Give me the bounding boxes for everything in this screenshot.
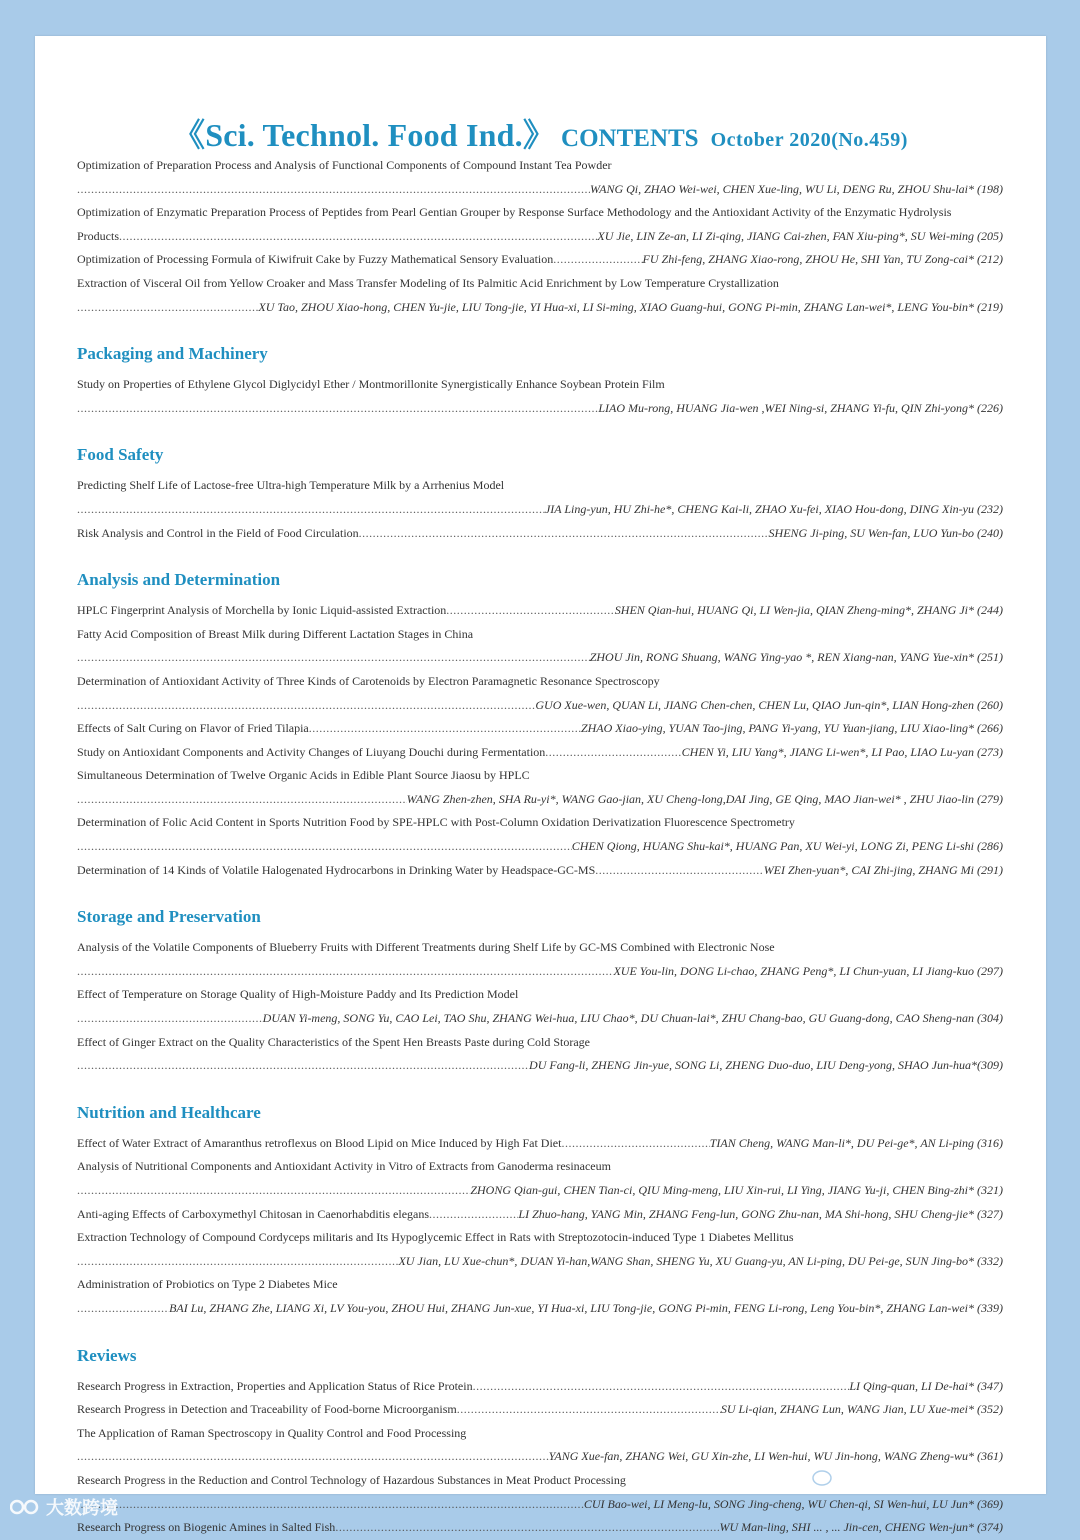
entry-title: Anti-aging Effects of Carboxymethyl Chitosan in Caenorhabditis elegans (77, 1206, 430, 1221)
entry-title: Optimization of Preparation Process and Analysis of Functional Components of Compound Instant Tea Powder (77, 158, 612, 172)
entry-authors: XU Tao, ZHOU Xiao-hong, CHEN Yu-jie, LIU Tong-jie, YI Hua-xi, LI Si-ming, XIAO Guang-hui, GONG Pi-min, ZHANG Lan-wei*, LENG You-bin* (219) (258, 299, 1003, 314)
watermark-right (802, 1460, 1014, 1494)
section-spacer (77, 366, 1003, 373)
entry-authors: LI Qing-quan, LI De-hai* (347) (849, 1378, 1003, 1393)
entry-author-line (77, 1250, 1003, 1274)
entry-author-line (77, 1493, 1003, 1517)
entry-title-line (77, 623, 1003, 647)
entry-authors: CHEN Yi, LIU Yang*, JIANG Li-wen*, LI Pao, LIAO Lu-yan (273) (681, 744, 1003, 759)
entry-line (77, 522, 1003, 546)
entry-title: Optimization of Processing Formula of Kiwifruit Cake by Fuzzy Mathematical Sensory Evaluation (77, 252, 554, 267)
entry-title: Analysis of the Volatile Components of Blueberry Fruits with Different Treatments during Shelf Life by GC-MS Combined with Electronic Nose (77, 940, 775, 955)
entry-line (77, 248, 1003, 272)
entry-authors: XUE You-lin, DONG Li-chao, ZHANG Peng*, LI Chun-yuan, LI Jiang-kuo (297) (613, 963, 1003, 978)
entry-author-line (77, 296, 1003, 320)
entry-title: Administration of Probiotics on Type 2 Diabetes Mice (77, 1277, 338, 1292)
contents-label: CONTENTS (561, 125, 699, 152)
entry-title: The Application of Raman Spectroscopy in Quality Control and Food Processing (77, 1425, 467, 1440)
entry-authors: JIA Ling-yun, HU Zhi-he*, CHENG Kai-li, ZHAO Xu-fei, XIAO Hou-dong, DING Xin-yu (232) (544, 501, 1003, 516)
leader-dots (309, 717, 581, 741)
entry-title: Optimization of Enzymatic Preparation Process of Peptides from Pearl Gentian Grouper by Response Surface Methodology and the Antioxidant Activity of the Enzymatic Hydrolysis (77, 205, 952, 220)
watermark-left (10, 1494, 118, 1522)
leader-dots (77, 1250, 398, 1274)
entry-title-line (77, 154, 1003, 178)
entry-authors: TIAN Cheng, WANG Man-li*, DU Pei-ge*, AN Li-ping (316) (709, 1135, 1003, 1150)
entry-title-line (77, 201, 1003, 225)
entry-author-line (77, 178, 1003, 202)
leader-dots (77, 397, 598, 421)
entry-line (77, 717, 1003, 741)
entry-authors: XU Jie, LIN Ze-an, LI Zi-qing, JIANG Cai-zhen, FAN Xiu-ping*, SU Wei-ming (205) (597, 228, 1003, 243)
entry-authors: WEI Zhen-yuan*, CAI Zhi-jing, ZHANG Mi (291) (763, 862, 1003, 877)
entry-author-line (77, 835, 1003, 859)
section-spacer (77, 929, 1003, 936)
leader-dots (77, 296, 258, 320)
entry-line (77, 1398, 1003, 1422)
entry-title: Determination of 14 Kinds of Volatile Halogenated Hydrocarbons in Drinking Water by Headspace-GC-MS (77, 862, 596, 877)
entry-title-line (77, 1155, 1003, 1179)
entry-authors: LI Zhuo-hang, YANG Min, ZHANG Feng-lun, GONG Zhu-nan, MA Shi-hong, SHU Cheng-jie* (327) (518, 1206, 1003, 1221)
section-spacer (77, 1368, 1003, 1375)
entry-authors: BAI Lu, ZHANG Zhe, LIANG Xi, LV You-you, ZHOU Hui, ZHANG Jun-xue, YI Hua-xi, LIU Tong-jie, GONG Pi-min, FENG Li-rong, Leng You-bin*, ZHANG Lan-wei* (339) (169, 1300, 1003, 1315)
entry-author-line (77, 646, 1003, 670)
leader-dots (473, 1375, 850, 1399)
leader-dots (553, 248, 642, 272)
leader-dots (77, 178, 590, 202)
entry-line (77, 741, 1003, 765)
entry-title-line (77, 1226, 1003, 1250)
entry-title: Effect of Ginger Extract on the Quality Characteristics of the Spent Hen Breasts Paste during Cold Storage (77, 1034, 590, 1049)
entry-title: Predicting Shelf Life of Lactose-free Ultra-high Temperature Milk by a Arrhenius Model (77, 478, 505, 493)
entry-authors: SHENG Ji-ping, SU Wen-fan, LUO Yun-bo (240) (768, 525, 1003, 540)
entry-title: Analysis of Nutritional Components and Antioxidant Activity in Vitro of Extracts from Ganoderma resinaceum (77, 1159, 611, 1174)
leader-dots (359, 522, 769, 546)
entry-title-continued: Products (77, 228, 119, 243)
entry-title: Research Progress in Extraction, Properties and Application Status of Rice Protein (77, 1378, 473, 1393)
section-heading: Nutrition and Healthcare (77, 1102, 261, 1122)
leader-dots (77, 498, 545, 522)
entry-title: Research Progress on Biogenic Amines in Salted Fish (77, 1520, 336, 1535)
leader-dots (77, 646, 590, 670)
entry-title-line (77, 1422, 1003, 1446)
entry-title-line (77, 936, 1003, 960)
entry-title-line (77, 1273, 1003, 1297)
entry-authors: CHEN Qiong, HUANG Shu-kai*, HUANG Pan, XU Wei-yi, LONG Zi, PENG Li-shi (286) (571, 839, 1003, 854)
section-heading: Food Safety (77, 445, 164, 465)
leader-dots (545, 741, 681, 765)
entry-author-line (77, 1007, 1003, 1031)
entry-authors: CUI Bao-wei, LI Meng-lu, SONG Jing-cheng, WU Chen-qi, SI Wen-hui, LU Jun* (369) (583, 1496, 1003, 1511)
entry-title: Determination of Folic Acid Content in Sports Nutrition Food by SPE-HPLC with Post-Column Oxidation Derivatization Fluorescence Spectrometry (77, 815, 795, 830)
section-heading: Packaging and Machinery (77, 344, 268, 364)
entry-authors: ZHOU Jin, RONG Shuang, WANG Ying-yao *, REN Xiang-nan, YANG Yue-xin* (251) (589, 650, 1003, 665)
entry-line (77, 599, 1003, 623)
leader-dots (77, 835, 572, 859)
leader-dots (77, 1007, 263, 1031)
entry-title: Determination of Antioxidant Activity of Three Kinds of Carotenoids by Electron Paramagnetic Resonance Spectroscopy (77, 673, 660, 688)
section-heading: Analysis and Determination (77, 570, 281, 590)
entry-authors: DU Fang-li, ZHENG Jin-yue, SONG Li, ZHENG Duo-duo, LIU Deng-yong, SHAO Jun-hua*(309) (529, 1058, 1003, 1073)
section-spacer (77, 467, 1003, 474)
entry-title: Effect of Temperature on Storage Quality of High-Moisture Paddy and Its Prediction Model (77, 987, 519, 1002)
leader-dots (561, 1132, 709, 1156)
entry-line (77, 859, 1003, 883)
watermark-right-text: 食品工业科技杂志 (838, 1465, 1015, 1490)
entry-author-line (77, 498, 1003, 522)
leader-dots (77, 1493, 584, 1517)
entry-title-line (77, 764, 1003, 788)
entry-title: Study on Antioxidant Components and Activity Changes of Liuyang Douchi during Fermentation (77, 744, 546, 759)
leader-dots (77, 1445, 549, 1469)
entry-author-line (77, 960, 1003, 984)
entry-line (77, 1375, 1003, 1399)
leader-dots (77, 1179, 470, 1203)
leader-dots (457, 1398, 721, 1422)
issue-label: October 2020(No.459) (710, 129, 908, 151)
entry-title-line (77, 272, 1003, 296)
entry-title-line (77, 983, 1003, 1007)
logo-icon (10, 1497, 40, 1522)
entry-title: Extraction of Visceral Oil from Yellow Croaker and Mass Transfer Modeling of Its Palmitic Acid Enrichment by Low Temperature Crystallization (77, 275, 779, 290)
entry-authors: ZHAO Xiao-ying, YUAN Tao-jing, PANG Yi-yang, YU Yuan-jiang, LIU Xiao-ling* (266) (580, 721, 1003, 736)
entry-authors: SHEN Qian-hui, HUANG Qi, LI Wen-jia, QIAN Zheng-ming*, ZHANG Ji* (244) (614, 603, 1003, 618)
leader-dots (335, 1516, 719, 1540)
entry-title: Research Progress in the Reduction and Control Technology of Hazardous Substances in Meat Product Processing (77, 1472, 626, 1487)
masthead (35, 110, 1046, 156)
leader-dots (77, 1054, 529, 1078)
entry-authors: WANG Zhen-zhen, SHA Ru-yi*, WANG Gao-jian, XU Cheng-long,DAI Jing, GE Qing, MAO Jian-wei* , ZHU Jiao-lin (279) (406, 791, 1003, 806)
leader-dots (77, 960, 613, 984)
table-of-contents (77, 154, 1003, 1540)
entry-line (77, 1203, 1003, 1227)
entry-line (77, 1132, 1003, 1156)
entry-authors: FU Zhi-feng, ZHANG Xiao-rong, ZHOU He, SHI Yan, TU Zong-cai* (212) (642, 252, 1003, 267)
entry-title-line (77, 811, 1003, 835)
entry-authors: WU Man-ling, SHI ... , ... Jin-cen, CHENG Wen-jun* (374) (719, 1520, 1003, 1535)
section-heading: Reviews (77, 1345, 137, 1365)
entry-authors: SU Li-qian, ZHANG Lun, WANG Jian, LU Xue-mei* (352) (720, 1402, 1003, 1417)
entry-title: HPLC Fingerprint Analysis of Morchella by Ionic Liquid-assisted Extraction (77, 603, 447, 618)
leader-dots (429, 1203, 518, 1227)
leader-dots (595, 859, 763, 883)
entry-authors: DUAN Yi-meng, SONG Yu, CAO Lei, TAO Shu, ZHANG Wei-hua, LIU Chao*, DU Chuan-lai*, ZHU Chang-bao, GU Guang-dong, CAO Sheng-nan (304) (262, 1011, 1003, 1026)
entry-authors: XU Jian, LU Xue-chun*, DUAN Yi-han,WANG Shan, SHENG Yu, XU Guang-yu, AN Li-ping, DU Pei-ge, SUN Jing-bo* (332) (398, 1253, 1003, 1268)
entry-title: Risk Analysis and Control in the Field of Food Circulation (77, 525, 359, 540)
entry-title-line (77, 670, 1003, 694)
entry-title: Fatty Acid Composition of Breast Milk during Different Lactation Stages in China (77, 626, 474, 641)
entry-author-line (77, 694, 1003, 718)
entry-author-line (77, 1297, 1003, 1321)
entry-authors: WANG Qi, ZHAO Wei-wei, CHEN Xue-ling, WU Li, DENG Ru, ZHOU Shu-lai* (198) (589, 181, 1003, 196)
entry-authors: YANG Xue-fan, ZHANG Wei, GU Xin-zhe, LI Wen-hui, WU Jin-hong, WANG Zheng-wu* (361) (548, 1449, 1003, 1464)
entry-author-line (77, 788, 1003, 812)
watermark-left-text: 大数跨境 (46, 1498, 118, 1519)
entry-author-line (77, 1179, 1003, 1203)
entry-author-line (77, 1054, 1003, 1078)
journal-title: 《Sci. Technol. Food Ind.》 (173, 117, 556, 153)
entry-title: Extraction Technology of Compound Cordyceps militaris and Its Hypoglycemic Effect in Rats with Streptozotocin-induced Type 1 Diabetes Mellitus (77, 1230, 794, 1245)
entry-title: Effect of Water Extract of Amaranthus retroflexus on Blood Lipid on Mice Induced by High Fat Diet (77, 1135, 562, 1150)
leader-dots (446, 599, 615, 623)
entry-author-line (77, 225, 1003, 249)
entry-title: Simultaneous Determination of Twelve Organic Acids in Edible Plant Source Jiaosu by HPLC (77, 768, 530, 783)
leader-dots (77, 1297, 169, 1321)
entry-title: Effects of Salt Curing on Flavor of Fried Tilapia (77, 721, 309, 736)
entry-title-line (77, 373, 1003, 397)
section-heading: Storage and Preservation (77, 907, 261, 927)
entry-line (77, 1516, 1003, 1540)
section-spacer (77, 1125, 1003, 1132)
entry-authors: LIAO Mu-rong, HUANG Jia-wen ,WEI Ning-si, ZHANG Yi-fu, QIN Zhi-yong* (226) (598, 400, 1003, 415)
entry-title: Study on Properties of Ethylene Glycol Diglycidyl Ether / Montmorillonite Synergistically Enhance Soybean Protein Film (77, 377, 665, 392)
entry-authors: GUO Xue-wen, QUAN Li, JIANG Chen-chen, CHEN Lu, QIAO Jun-qin*, LIAN Hong-zhen (260) (535, 697, 1003, 712)
entry-title: Research Progress in Detection and Traceability of Food-borne Microorganism (77, 1402, 457, 1417)
entry-authors: ZHONG Qian-gui, CHEN Tian-ci, QIU Ming-meng, LIU Xin-rui, LI Ying, JIANG Yu-ji, CHEN Bing-zhi* (321) (470, 1183, 1003, 1197)
leader-dots (77, 788, 407, 812)
section-spacer (77, 592, 1003, 599)
entry-title-line (77, 474, 1003, 498)
leader-dots (77, 694, 535, 718)
leader-dots (119, 225, 597, 249)
entry-author-line (77, 397, 1003, 421)
wechat-icon (802, 1462, 832, 1494)
entry-title-line (77, 1031, 1003, 1055)
